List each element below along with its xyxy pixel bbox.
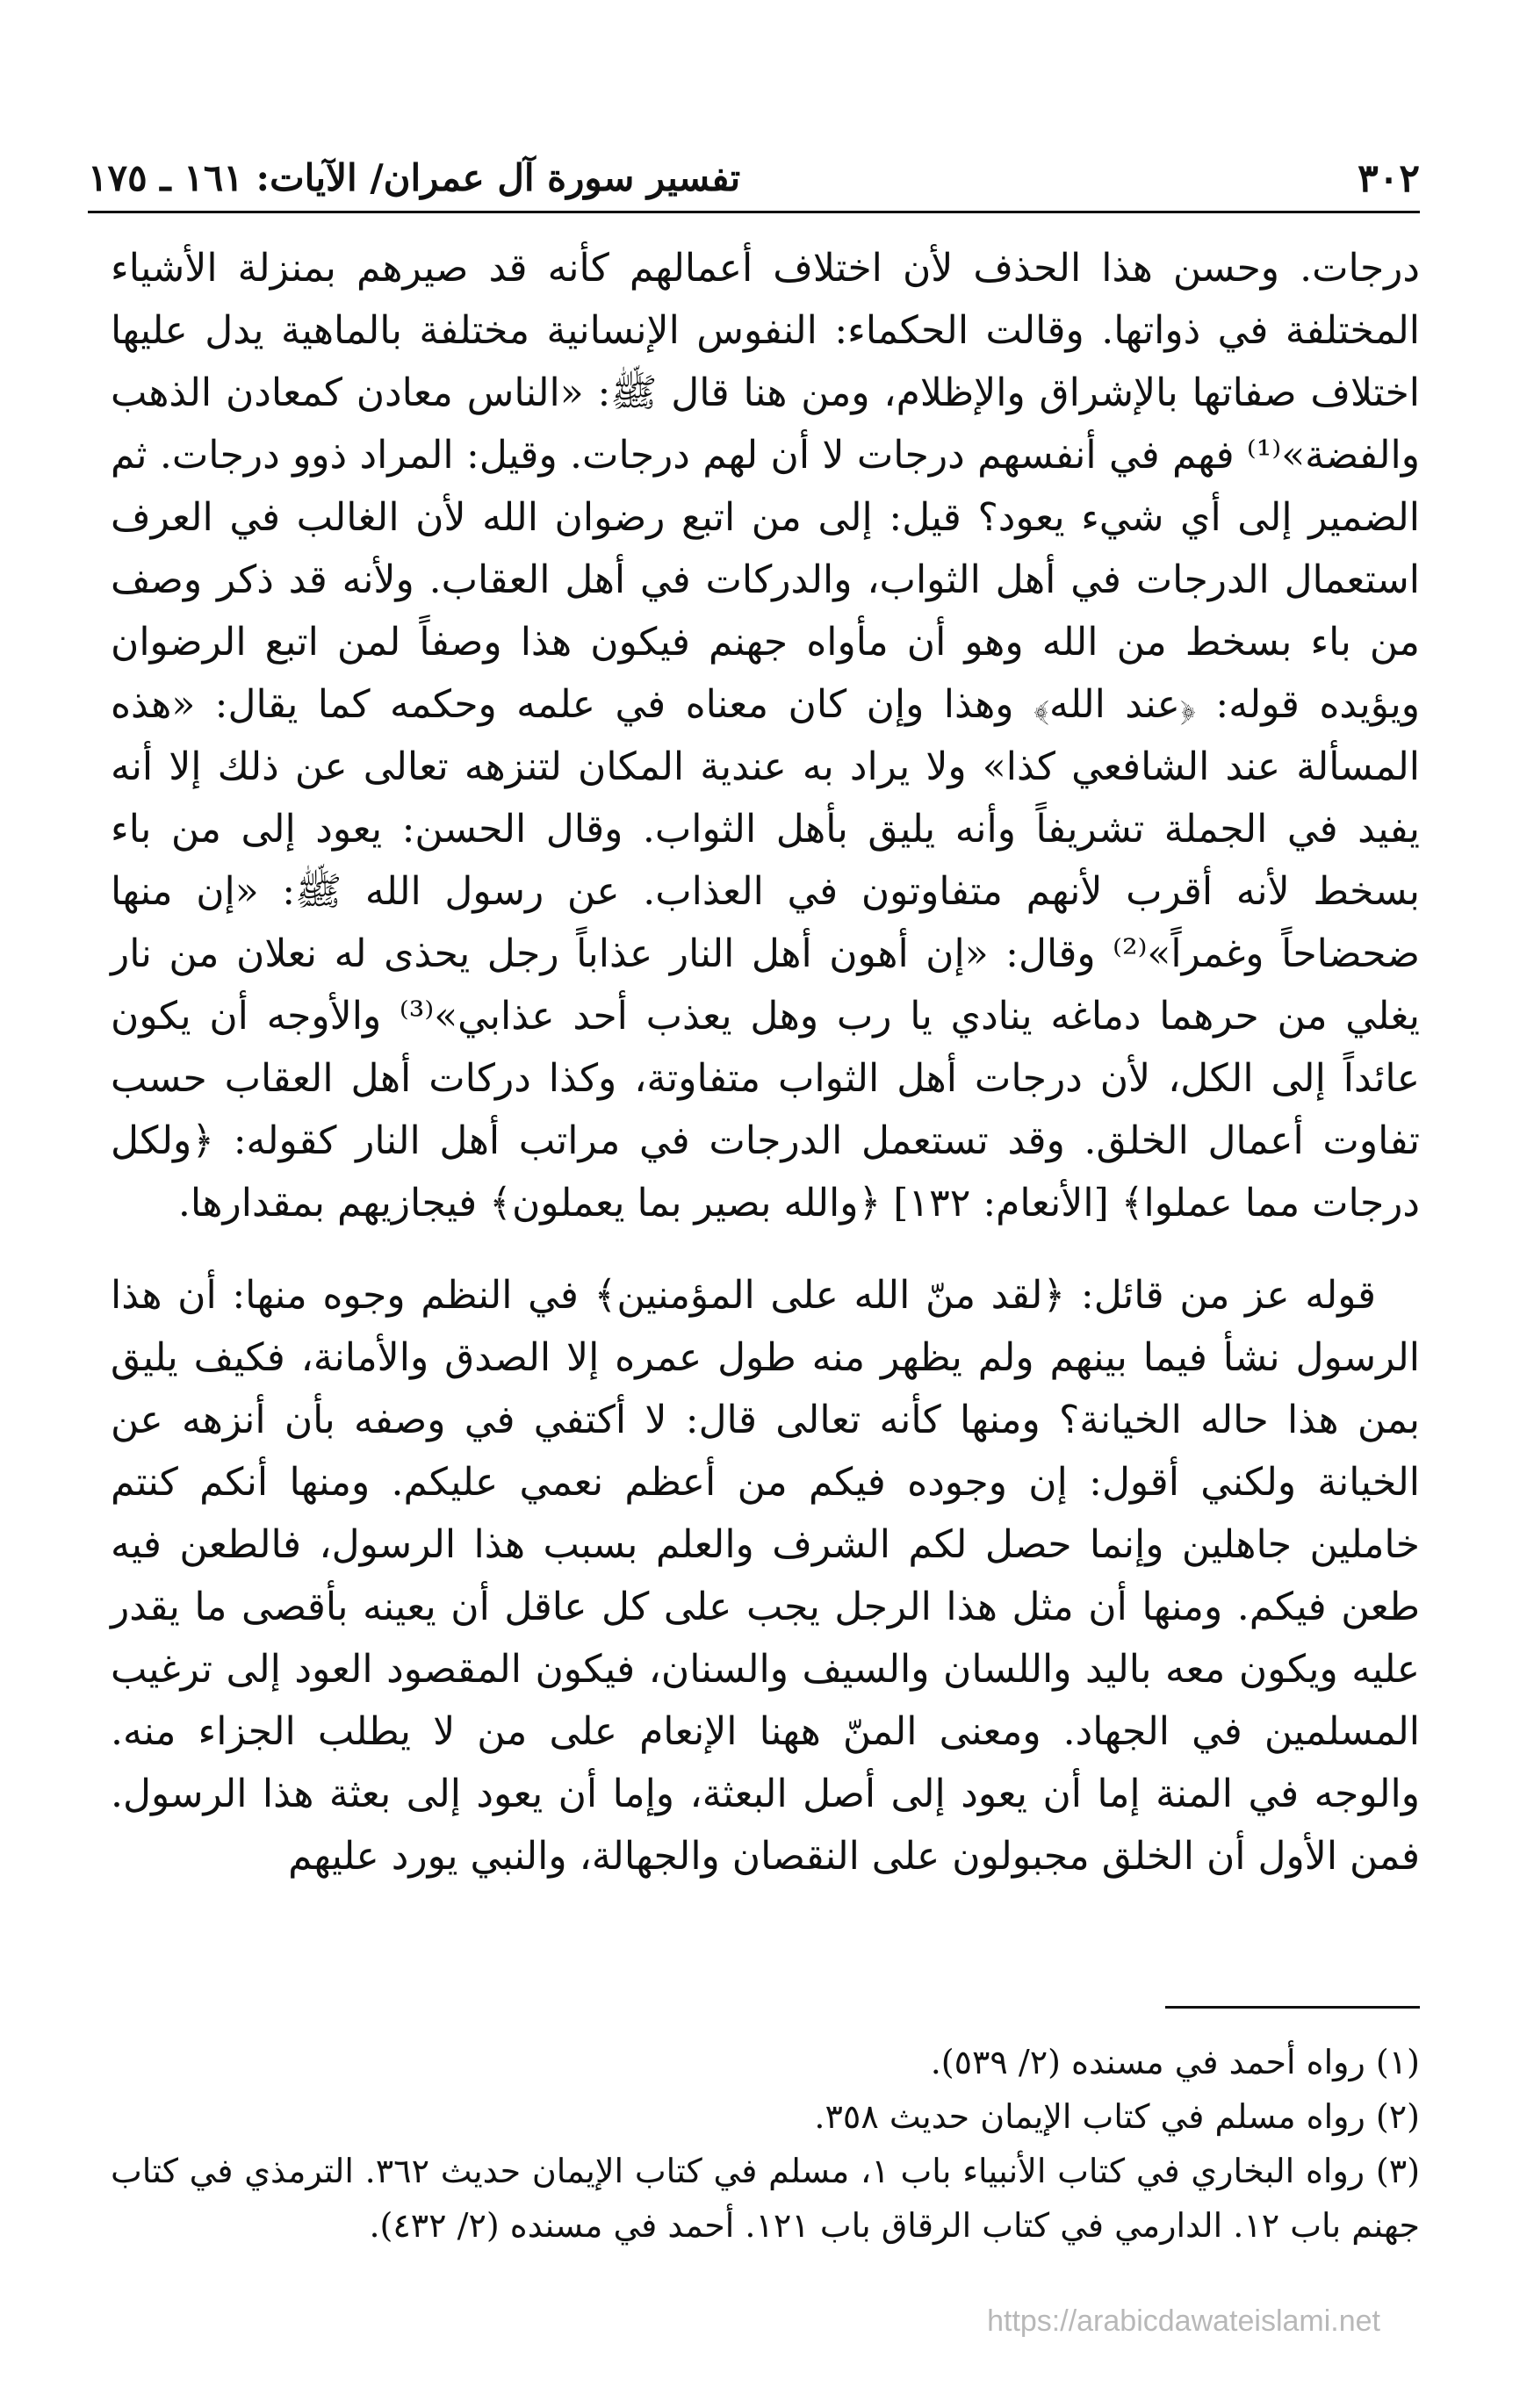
footnote-2: (٢) رواه مسلم في كتاب الإيمان حديث ٣٥٨. [814,2097,1420,2136]
main-text [111,237,1420,1887]
footnote-divider [1165,2006,1420,2009]
header-rule [88,211,1420,213]
paragraph: درجات. وحسن هذا الحذف لأن اختلاف أعمالهم كأنه قد صيرهم بمنزلة الأشياء المختلفة في ذواتها. وقالت الحكماء: النفوس الإنسانية مختلفة بالماهية يدل عليها اختلاف صفاتها بالإشراق والإظلام، ومن هنا قال ﷺ: «الناس معادن كمعادن الذهب والفضة»⁽¹⁾ فهم في أنفسهم درجات لا أن لهم درجات. وقيل: المراد ذوو درجات. ثم الضمير إلى أي شيء يعود؟ قيل: إلى من اتبع رضوان الله لأن الغالب في العرف استعمال الدرجات في أهل الثواب، والدركات في أهل العقاب. ولأنه قد ذكر وصف من باء بسخط من الله وهو أن مأواه جهنم فيكون هذا وصفاً لمن اتبع الرضوان ويؤيده قوله: ﴿عند الله﴾ وهذا وإن كان معناه في علمه وحكمه كما يقال: «هذه المسألة عند الشافعي كذا» ولا يراد به عندية المكان لتنزهه تعالى عن ذلك إلا أنه يفيد في الجملة تشريفاً وأنه يليق بأهل الثواب. وقال الحسن: يعود إلى من باء بسخط لأنه أقرب لأنهم متفاوتون في العذاب. عن رسول الله ﷺ: «إن منها ضحضاحاً وغمراً»⁽²⁾ وقال: «إن أهون أهل النار عذاباً رجل يحذى له نعلان من نار يغلي من حرهما دماغه ينادي يا رب وهل يعذب أحد عذابي»⁽³⁾ والأوجه أن يكون عائداً إلى الكل، لأن درجات أهل الثواب متفاوتة، وكذا دركات أهل العقاب حسب تفاوت أعمال الخلق. وقد تستعمل الدرجات في مراتب أهل النار كقوله: ﴿ولكل درجات مما عملوا﴾ [الأنعام: ١٣٢] ﴿والله بصير بما يعملون﴾ فيجازيهم بمقدارها. [111,246,1421,1226]
page-number: ٣٠٢ [1358,156,1420,201]
paragraph: قوله عز من قائل: ﴿لقد منّ الله على المؤمنين﴾ في النظم وجوه منها: أن هذا الرسول نشأ فيما بينهم ولم يظهر منه طول عمره إلا الصدق والأمانة، فكيف يليق بمن هذا حاله الخيانة؟ ومنها كأنه تعالى قال: لا أكتفي في وصفه بأن أنزهه عن الخيانة ولكني أقول: إن وجوده فيكم من أعظم نعمي عليكم. ومنها أنكم كنتم خاملين جاهلين وإنما حصل لكم الشرف والعلم بسبب هذا الرسول، فالطعن فيه طعن فيكم. ومنها أن مثل هذا الرجل يجب على كل عاقل أن يعينه بأقصى ما يقدر عليه ويكون معه باليد واللسان والسيف والسنان، فيكون المقصود العود إلى ترغيب المسلمين في الجهاد. ومعنى المنّ ههنا الإنعام على من لا يطلب الجزاء منه. والوجه في المنة إما أن يعود إلى أصل البعثة، وإما أن يعود إلى بعثة هذا الرسول. فمن الأول أن الخلق مجبولون على النقصان والجهالة، والنبي يورد عليهم [111,1273,1420,1879]
footnotes [111,2035,1420,2253]
page-header [88,156,1420,209]
footnote-1: (١) رواه أحمد في مسنده (٢/ ٥٣٩). [930,2043,1420,2081]
watermark-url: https://arabicdawateislami.net [987,2304,1380,2338]
footnote-3: (٣) رواه البخاري في كتاب الأنبياء باب ١، مسلم في كتاب الإيمان حديث ٣٦٢. الترمذي في كتاب جهنم باب ١٢. الدارمي في كتاب الرقاق باب ١٢١. أحمد في مسنده (٢/ ٤٣٢). [111,2152,1421,2245]
running-title: تفسير سورة آل عمران/ الآيات: ١٦١ ـ ١٧٥ [88,156,741,199]
